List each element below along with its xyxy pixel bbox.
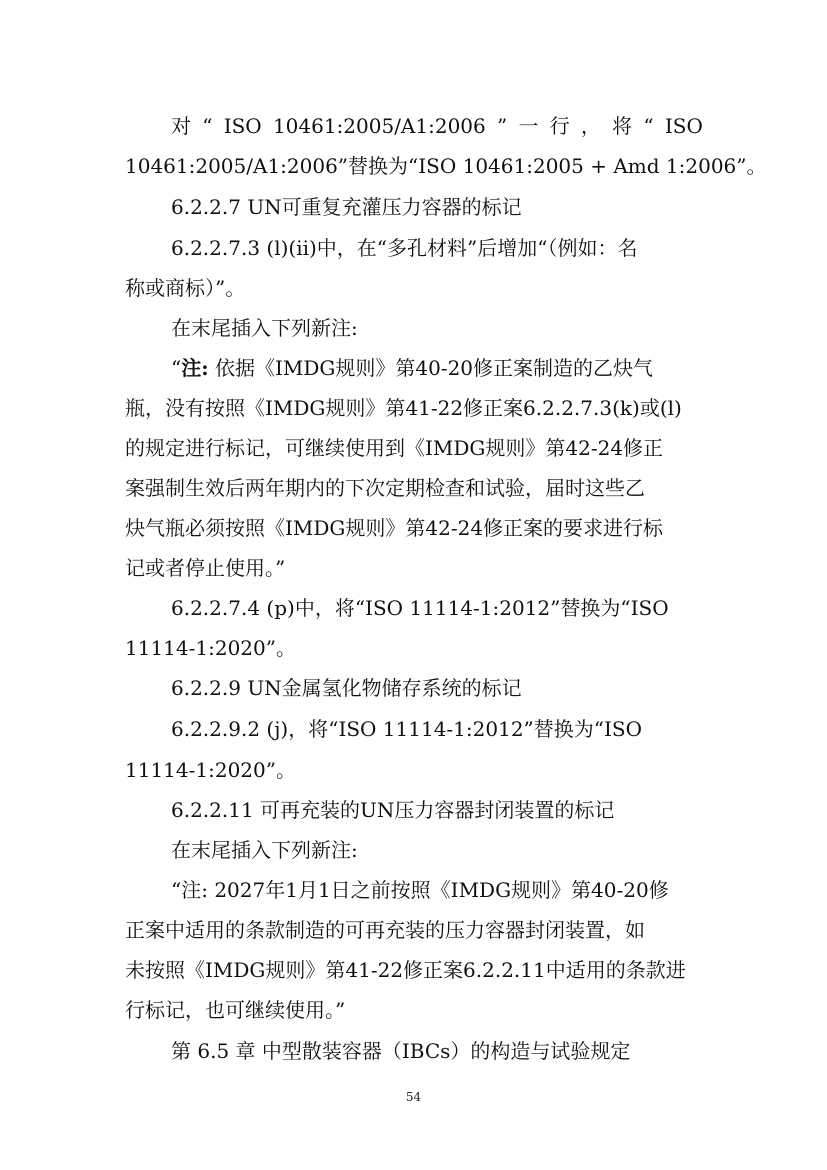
word: “	[202, 114, 213, 138]
word: ISO	[664, 114, 703, 138]
note-text: 依据《IMDG规则》第40-20修正案制造的乙炔气	[208, 356, 654, 380]
note-line-4: 案强制生效后两年期内的下次定期检查和试验，届时这些乙	[125, 476, 645, 500]
text-line-4: 6.2.2.7.3 (l)(ii)中，在“多孔材料”后增加“（例如：名	[171, 236, 638, 260]
text-line-6: 在末尾插入下列新注:	[171, 316, 358, 340]
chapter-heading-6-5: 第 6.5 章 中型散装容器（IBCs）的构造与试验规定	[171, 1039, 631, 1063]
note-line-6: 记或者停止使用。”	[125, 556, 286, 580]
word: 行	[549, 114, 570, 138]
section-heading-6-2-2-7: 6.2.2.7 UN可重复充灌压力容器的标记	[171, 195, 522, 219]
text-line-2: 10461:2005/A1:2006”替换为“ISO 10461:2005 + Amd 1:2006”。	[125, 154, 767, 178]
word: 对	[171, 114, 191, 138]
note2-line-1: “注: 2027年1月1日之前按照《IMDG规则》第40-20修	[171, 878, 669, 902]
word: 一	[518, 114, 539, 138]
page-number: 54	[405, 1090, 422, 1104]
note2-line-4: 行标记，也可继续使用。”	[125, 998, 346, 1022]
text-line-5: 称或商标）”。	[125, 276, 246, 300]
note-line-2: 瓶，没有按照《IMDG规则》第41-22修正案6.2.2.7.3(k)或(l)	[125, 396, 682, 420]
text-line-19: 在末尾插入下列新注:	[171, 838, 358, 862]
quote-mark: “	[171, 356, 182, 380]
note-line-1	[171, 348, 827, 388]
section-heading-6-2-2-9: 6.2.2.9 UN金属氢化物储存系统的标记	[171, 676, 522, 700]
word: 将	[612, 114, 633, 138]
text-line-17: 11114-1:2020”。	[125, 758, 296, 782]
word: ”	[496, 114, 508, 138]
word: ISO	[223, 114, 262, 138]
word: ，	[580, 114, 601, 138]
section-heading-6-2-2-11: 6.2.2.11 可再充装的UN压力容器封闭装置的标记	[171, 798, 615, 822]
note-line-3: 的规定进行标记，可继续使用到《IMDG规则》第42-24修正	[125, 436, 664, 460]
text-line-13: 6.2.2.7.4 (p)中，将“ISO 11114-1:2012”替换为“ISO	[171, 596, 669, 620]
word: “	[643, 114, 654, 138]
note-label: 注:	[181, 356, 209, 380]
note2-line-3: 未按照《IMDG规则》第41-22修正案6.2.2.11中适用的条款进	[125, 958, 686, 982]
text-line-1	[171, 106, 703, 146]
note2-line-2: 正案中适用的条款制造的可再充装的压力容器封闭装置，如	[125, 918, 645, 942]
text-line-16: 6.2.2.9.2 (j)，将“ISO 11114-1:2012”替换为“ISO	[171, 717, 642, 741]
note-line-5: 炔气瓶必须按照《IMDG规则》第42-24修正案的要求进行标	[125, 516, 664, 540]
text-line-14: 11114-1:2020”。	[125, 636, 296, 660]
word: 10461:2005/A1:2006	[272, 114, 486, 138]
